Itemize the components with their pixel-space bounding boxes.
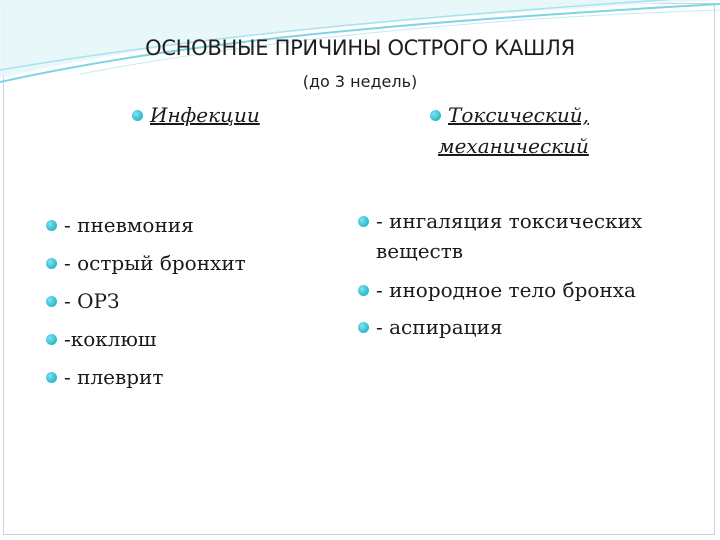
bullet-icon [46, 220, 57, 231]
right-item-1-line1: - ингаляция токсических [376, 209, 643, 233]
bullet-icon [358, 216, 369, 227]
left-item-2: - острый бронхит [64, 251, 246, 275]
right-item-1-line2: веществ [376, 239, 464, 263]
bullet-icon [46, 296, 57, 307]
slide-title: ОСНОВНЫЕ ПРИЧИНЫ ОСТРОГО КАШЛЯ [145, 36, 575, 60]
bullet-icon [46, 258, 57, 269]
left-item-4: -коклюш [64, 327, 157, 351]
right-heading-line2: механический [438, 134, 589, 158]
bullet-icon [358, 285, 369, 296]
right-item-2: - инородное тело бронха [376, 278, 636, 302]
left-item-3: - ОРЗ [64, 289, 120, 313]
left-item-1: - пневмония [64, 213, 194, 237]
right-heading-line1: Токсический, [448, 103, 589, 127]
bullet-icon [46, 334, 57, 345]
right-item-3: - аспирация [376, 315, 503, 339]
left-item-5: - плеврит [64, 365, 164, 389]
bullet-icon [132, 110, 143, 121]
bullet-icon [358, 322, 369, 333]
bullet-icon [46, 372, 57, 383]
bullet-icon [430, 110, 441, 121]
left-heading: Инфекции [150, 103, 260, 127]
slide-subtitle: (до 3 недель) [302, 72, 418, 91]
